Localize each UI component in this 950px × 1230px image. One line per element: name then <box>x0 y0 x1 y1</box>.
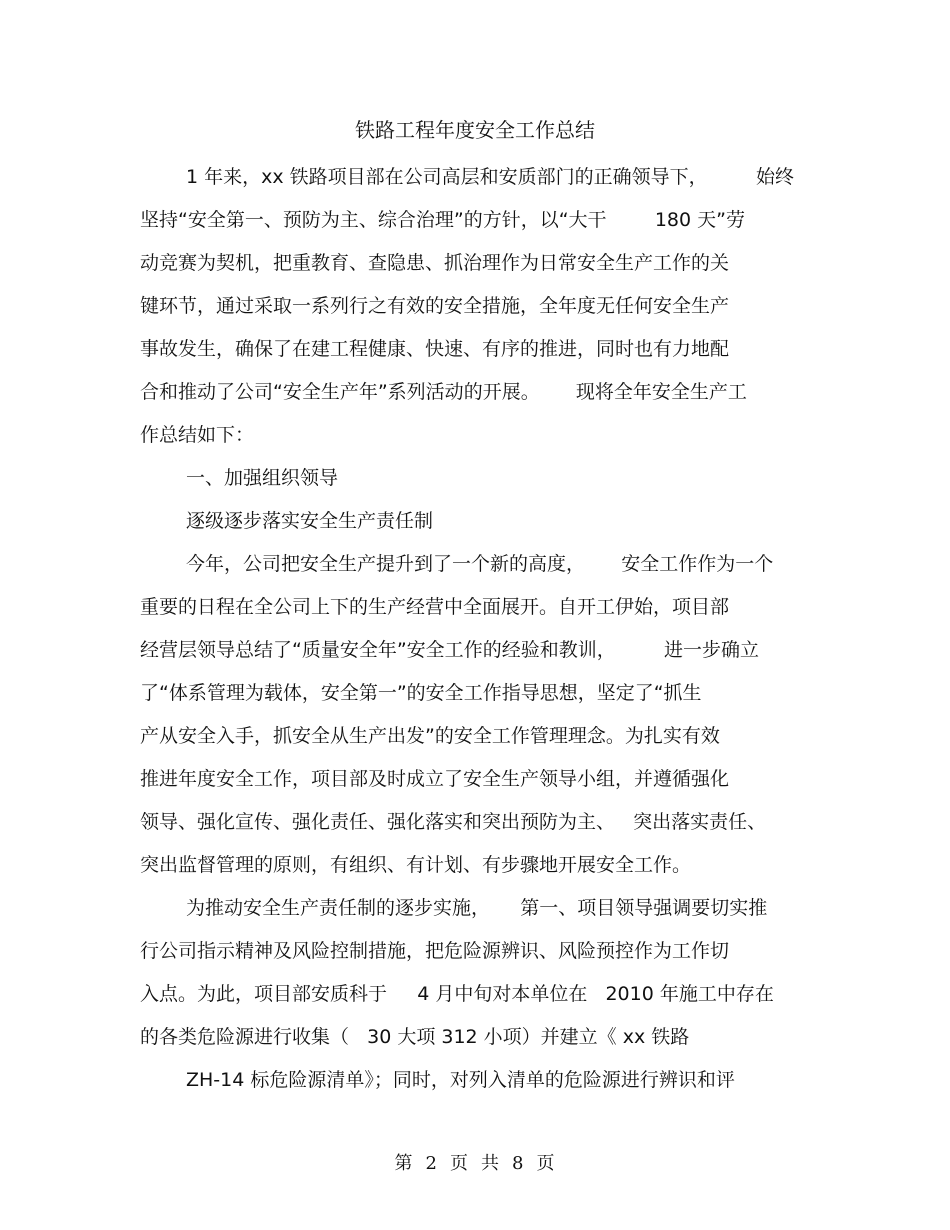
page-footer <box>0 1152 950 1176</box>
paragraph-line: 了“体系管理为载体，安全第一”的安全工作指导思想，坚定了“抓生 <box>140 682 702 704</box>
paragraph-line: 坚持“安全第一、预防为主、综合治理”的方针，以“大干 180 天”劳 <box>140 209 745 231</box>
paragraph-line: 突出监督管理的原则，有组织、有计划、有步骤地开展安全工作。 <box>140 854 692 876</box>
footer-gong: 共 <box>481 1153 500 1174</box>
paragraph-line: 为推动安全生产责任制的逐步实施， 第一、项目领导强调要切实推 <box>186 897 768 919</box>
paragraph-line: 的各类危险源进行收集（ 30 大项 312 小项）并建立《 xx 铁路 <box>140 1026 690 1048</box>
paragraph-line: 键环节，通过采取一系列行之有效的安全措施，全年度无任何安全生产 <box>140 295 730 317</box>
paragraph-line: 1 年来，xx 铁路项目部在公司高层和安质部门的正确领导下， 始终 <box>186 166 794 188</box>
section-heading: 一、加强组织领导 <box>186 467 339 489</box>
paragraph-line: 产从安全入手，抓安全从生产出发”的安全工作管理理念。为扎实有效 <box>140 725 720 747</box>
paragraph-line: ZH-14 标危险源清单》；同时，对列入清单的危险源进行辨识和评 <box>186 1069 735 1091</box>
paragraph-line: 今年，公司把安全生产提升到了一个新的高度， 安全工作作为一个 <box>186 553 774 575</box>
paragraph-line: 合和推动了公司“安全生产年”系列活动的开展。 现将全年安全生产工 <box>140 381 747 403</box>
footer-ye2: 页 <box>536 1153 556 1174</box>
footer-ye: 页 <box>450 1153 469 1174</box>
subsection-heading: 逐级逐步落实安全生产责任制 <box>186 510 434 532</box>
paragraph-line: 作总结如下： <box>140 424 255 446</box>
paragraph-line: 推进年度安全工作，项目部及时成立了安全生产领导小组，并遵循强化 <box>140 768 730 790</box>
paragraph-line: 入点。为此，项目部安质科于 4 月中旬对本单位在 2010 年施工中存在 <box>140 983 774 1005</box>
paragraph-line: 领导、强化宣传、强化责任、强化落实和突出预防为主、 突出落实责任、 <box>140 811 767 833</box>
footer-page-number: 2 <box>425 1153 438 1174</box>
paragraph-line: 行公司指示精神及风险控制措施，把危险源辨识、风险预控作为工作切 <box>140 940 730 962</box>
paragraph-line: 重要的日程在全公司上下的生产经营中全面展开。自开工伊始，项目部 <box>140 596 730 618</box>
paragraph-line: 经营层领导总结了“质量安全年”安全工作的经验和教训， 进一步确立 <box>140 639 760 661</box>
document-title: 铁路工程年度安全工作总结 <box>355 118 595 142</box>
paragraph-line: 事故发生，确保了在建工程健康、快速、有序的推进，同时也有力地配 <box>140 338 730 360</box>
footer-total-pages: 8 <box>512 1153 525 1174</box>
paragraph-line: 动竞赛为契机，把重教育、查隐患、抓治理作为日常安全生产工作的关 <box>140 252 730 274</box>
footer-di: 第 <box>394 1153 414 1174</box>
